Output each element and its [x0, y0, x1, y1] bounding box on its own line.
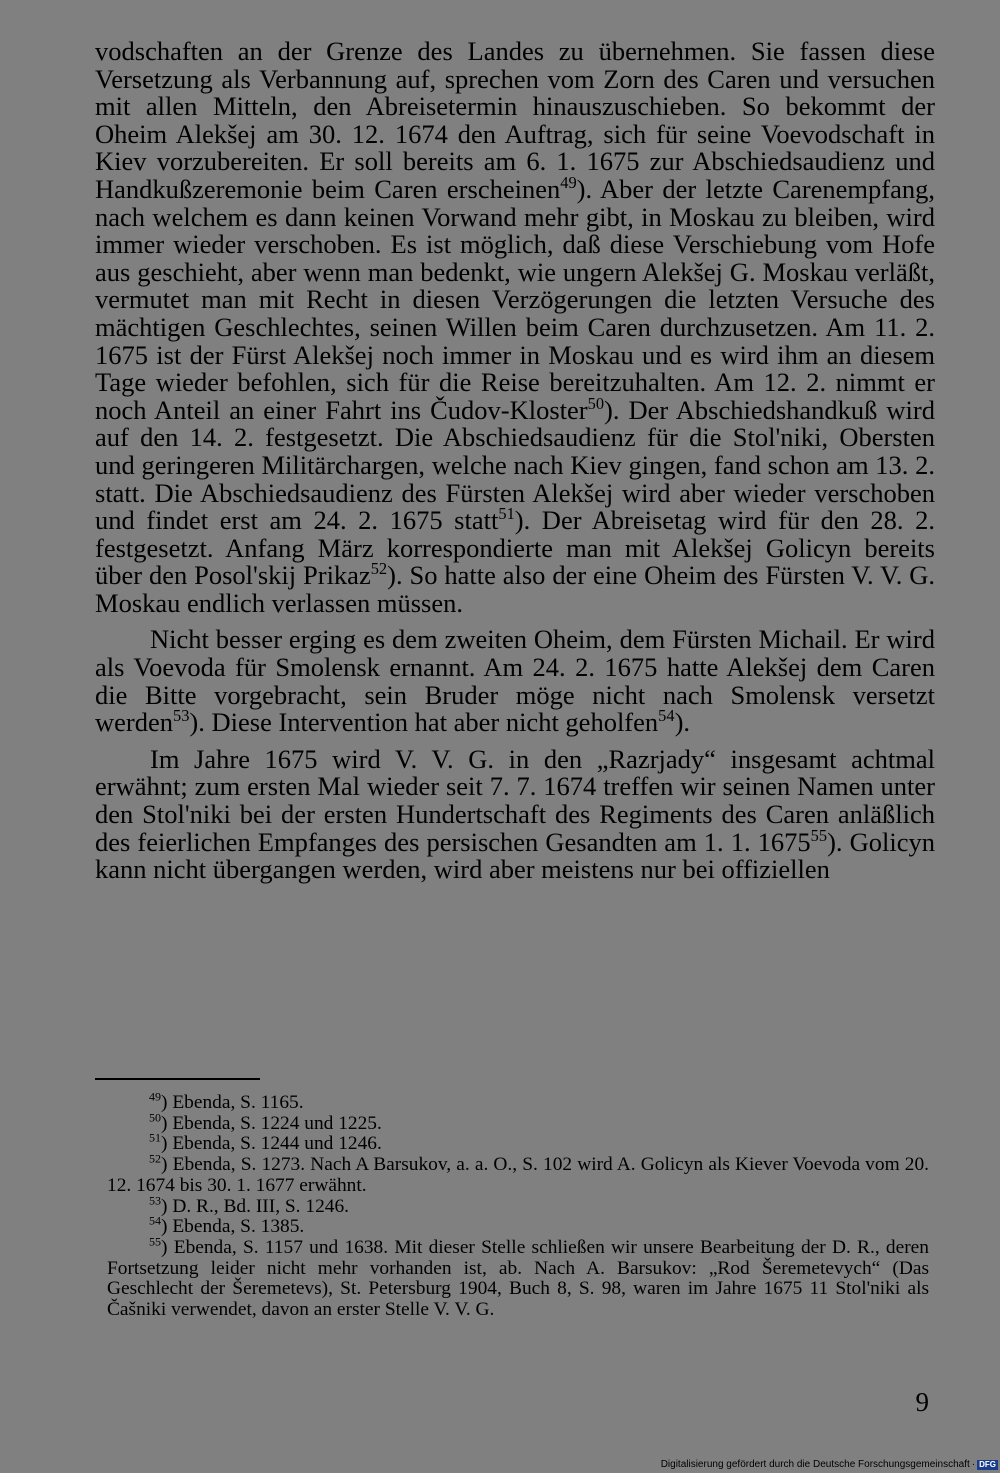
text-run: ). Golicyn kann nicht übergangen werden, wird aber meistens nur bei offiziellen — [95, 826, 935, 885]
text-run: ). — [674, 707, 691, 738]
footnote-mark: 53 — [149, 1193, 162, 1208]
footnote-mark-paren: ) — [161, 1133, 173, 1155]
footnote-reference[interactable]: 52 — [370, 559, 388, 579]
footnote-mark: 51 — [149, 1130, 162, 1145]
text-run: ). So hatte also der eine Oheim des Fürsten V. V. G. Moskau endlich verlassen müssen. — [95, 560, 935, 618]
footnote — [107, 1130, 929, 1155]
credit-text: Digitalisierung gefördert durch die Deutsche Forschungsgemeinschaft — [660, 1459, 970, 1470]
footnote-reference[interactable]: 51 — [498, 504, 515, 524]
footnote-mark: 55 — [149, 1234, 162, 1249]
footnote-text: D. R., Bd. III, S. 1246. — [172, 1195, 350, 1217]
footnote — [107, 1213, 929, 1238]
footnote-text: Ebenda, S. 1273. Nach A Barsukov, a. a. O., S. 102 wird A. Golicyn als Kiever Voevoda vom 20. 12. 1674 bis 30. 1. 1677 erwähnt. — [107, 1154, 930, 1196]
footnote-text: Ebenda, S. 1244 und 1246. — [172, 1133, 382, 1155]
footnote-reference[interactable]: 50 — [587, 393, 605, 413]
footnote-mark-paren: ) — [161, 1236, 174, 1258]
text-run: ). Aber der letzte Carenempfang, nach welchem es dann keinen Vorwand mehr gibt, in Moskau zu bleiben, wird immer wieder verschoben. Es ist möglich, daß diese Verschiebung vom Hofe aus geschieht, aber wenn man bedenkt, wie ungern Alekšej G. Moskau verläßt, vermutet man mit Recht in diesen Verzögerungen die letzten Versuche des mächtigen Geschlechtes, seinen Willen beim Caren durchzusetzen. Am 11. 2. 1675 ist der Fürst Alekšej noch immer in Moskau und es wird ihm an diesem Tage wieder befohlen, sich für die Reise bereitzuhalten. Am 12. 2. nimmt er noch Anteil an einer Fahrt ins Čudov-Kloster — [95, 173, 935, 425]
footnote-reference[interactable]: 55 — [810, 825, 828, 845]
footnote — [107, 1089, 929, 1114]
footnote — [107, 1110, 929, 1135]
footnote-separator — [95, 1078, 260, 1080]
footnote-reference[interactable]: 53 — [173, 706, 190, 726]
page-content — [95, 38, 935, 884]
footnotes — [107, 1089, 930, 1321]
footnote-text: Ebenda, S. 1165. — [172, 1092, 304, 1113]
text-run: Nicht besser erging es dem zweiten Oheim, dem Fürsten Michail. Er wird als Voevoda für Smolensk ernannt. Am 24. 2. 1675 hatte Alekšej dem Caren die Bitte vorgebracht, sein Bruder möge nicht nach Smolensk versetzt werden — [95, 624, 935, 738]
digitization-credit — [661, 1459, 998, 1471]
page-number: 9 — [915, 1387, 929, 1417]
body-text — [95, 38, 935, 884]
footnote-mark-paren: ) — [161, 1112, 173, 1134]
credit-separator: · — [971, 1459, 976, 1470]
footnote-reference[interactable]: 54 — [658, 706, 675, 726]
body-paragraph — [95, 38, 935, 617]
footnote — [107, 1193, 929, 1218]
footnote-text: Ebenda, S. 1224 und 1225. — [172, 1112, 382, 1134]
body-paragraph — [95, 626, 935, 736]
body-paragraph — [95, 743, 935, 885]
footnote-text: Ebenda, S. 1157 und 1638. Mit dieser Stelle schließen wir unsere Bearbeitung der D. R., deren Fortsetzung leider nicht mehr vorhanden ist, ab. Nach A. Barsukov: „Rod Šeremetevych“ (Das Geschlecht der Šeremetevs), St. Petersburg 1904, Buch 8, S. 98, waren im Jahre 1675 11 Stol'niki als Čašniki verwendet, davon an erster Stelle V. V. G. — [107, 1236, 929, 1321]
footnote-mark-paren: ) — [161, 1092, 173, 1113]
footnote-mark-paren: ) — [161, 1154, 173, 1176]
footnote-mark: 52 — [149, 1151, 162, 1166]
footnote — [107, 1234, 929, 1321]
footnote-text: Ebenda, S. 1385. — [172, 1216, 305, 1238]
footnote-mark: 54 — [149, 1213, 162, 1228]
text-run: ). Der Abreisetag wird für den 28. 2. festgesetzt. Anfang März korrespondierte man mit Alekšej Golicyn bereits über den Posol'skij Prikaz — [95, 505, 935, 591]
text-run: vodschaften an der Grenze des Landes zu übernehmen. Sie fassen diese Versetzung als Verbannung auf, sprechen vom Zorn des Caren und versuchen mit allen Mitteln, den Abreisetermin hinauszuschieben. So bekommt der Oheim Alekšej am 30. 12. 1674 den Auftrag, sich für seine Voevodschaft in Kiev vorzubereiten. Er soll bereits am 6. 1. 1675 zur Abschiedsaudienz und Handkußzeremonie beim Caren erscheinen — [95, 36, 935, 204]
dfg-logo-icon: DFG — [979, 1460, 996, 1469]
text-run: ). Der Abschiedshandkuß wird auf den 14. 2. festgesetzt. Die Abschiedsaudienz für die Stol'niki, Obersten und geringeren Militärchargen, welche nach Kiev gingen, fand schon am 13. 2. statt. Die Abschiedsaudienz des Fürsten Alekšej wird aber wieder verschoben und findet erst am 24. 2. 1675 statt — [95, 394, 935, 536]
footnote — [107, 1151, 930, 1196]
footnote-mark-paren: ) — [161, 1195, 173, 1217]
footnote-mark: 49 — [149, 1089, 162, 1104]
footnote-mark-paren: ) — [161, 1216, 173, 1238]
footnote-mark: 50 — [149, 1110, 162, 1125]
footnote-reference[interactable]: 49 — [560, 173, 577, 193]
text-run: ). Diese Intervention hat aber nicht geholfen — [189, 707, 659, 738]
text-run: Im Jahre 1675 wird V. V. G. in den „Razrjady“ insgesamt achtmal erwähnt; zum ersten Mal wieder seit 7. 7. 1674 treffen wir seinen Namen unter den Stol'niki bei der ersten Hundertschaft des Regiments des Caren anläßlich des feierlichen Empfanges des persischen Gesandten am 1. 1. 1675 — [95, 743, 935, 857]
